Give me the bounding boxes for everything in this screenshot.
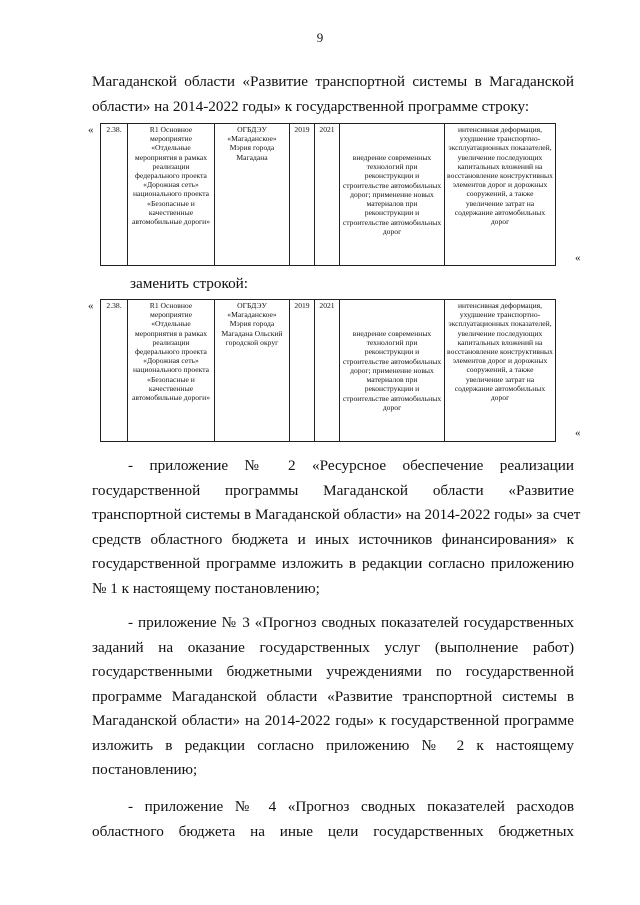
table-new (100, 299, 556, 442)
paragraph-line: государственной программе изложить в редакции согласно приложению (92, 555, 574, 572)
table-cell-num: 2.38. (101, 300, 128, 442)
paragraph-appendix-4 (92, 795, 574, 844)
table-cell-year-end: 2021 (315, 300, 340, 442)
quote-open: « (88, 300, 94, 312)
paragraph-line: - приложение № 2 «Ресурсное обеспечение реализации (128, 457, 574, 474)
replace-label (130, 272, 430, 297)
paragraph-appendix-3 (92, 611, 574, 783)
table-cell-result: внедрение современных технологий при реконструкции и строительстве автомобильных дорог; применение новых материалов при реконструкции и строительстве автомобильных дорог (340, 124, 445, 266)
table-cell-result: внедрение современных технологий при реконструкции и строительстве автомобильных дорог; применение новых материалов при реконструкции и строительстве автомобильных дорог (340, 300, 445, 442)
intro-line: области» на 2014-2022 годы» к государственной программе строку: (92, 97, 530, 115)
paragraph-appendix-2 (92, 454, 581, 601)
replace-label-text: заменить строкой: (130, 275, 249, 292)
paragraph-line: программе Магаданской области «Развитие транспортной системы в (92, 687, 574, 705)
table-cell-year-end: 2021 (315, 124, 340, 266)
paragraph-line: средств областного бюджета и иных источников финансирования» к (92, 530, 574, 548)
paragraph-line: - приложение № 3 «Прогноз сводных показателей государственных (128, 614, 574, 631)
paragraph-line: № 1 к настоящему постановлению; (92, 579, 320, 597)
paragraph-line: изложить в редакции согласно приложению № 2 к настоящему (92, 736, 574, 754)
paragraph-line: транспортной системы в Магаданской области» на 2014-2022 годы» за счет (92, 506, 581, 523)
table-cell-year-start: 2019 (290, 300, 315, 442)
quote-open: « (88, 124, 94, 136)
quote-close: « (575, 252, 581, 264)
table-cell-indicator: интенсивная деформация, ухудшение транспортно-эксплуатационных показателей, увеличение последующих капитальных вложений на восстановление конструктивных элементов дорог и дорожных сооружений, а также увеличение затрат на содержание автомобильных дорог (445, 300, 556, 442)
paragraph-line: - приложение № 4 «Прогноз сводных показателей расходов (128, 798, 574, 815)
quote-close: « (575, 427, 581, 439)
paragraph-line: государственными бюджетными учреждениями по государственной (92, 663, 574, 680)
table-cell-name: R1 Основное мероприятие «Отдельные мероприятия в рамках реализации федерального проекта «Дорожная сеть» национального проекта «Безопасные и качественные автомобильные дороги» (128, 124, 215, 266)
table-cell-indicator: интенсивная деформация, ухудшение транспортно-эксплуатационных показателей, увеличение последующих капитальных вложений на восстановление конструктивных элементов дорог и дорожных сооружений, а также увеличение затрат на содержание автомобильных дорог (445, 124, 556, 266)
intro-line: Магаданской области «Развитие транспортной системы в Магаданской (92, 73, 574, 90)
intro-paragraph (92, 70, 574, 119)
paragraph-line: Магаданской области» на 2014-2022 годы» к государственной программе (92, 712, 574, 729)
table-cell-num: 2.38. (101, 124, 128, 266)
paragraph-line: государственной программы Магаданской области «Развитие (92, 481, 574, 499)
table-cell-name: R1 Основное мероприятие «Отдельные мероприятия в рамках реализации федерального проекта «Дорожная сеть» национального проекта «Безопасные и качественные автомобильные дороги» (128, 300, 215, 442)
paragraph-line: постановлению; (92, 761, 198, 778)
paragraph-line: областного бюджета на иные цели государственных бюджетных (92, 822, 574, 840)
table-cell-year-start: 2019 (290, 124, 315, 266)
paragraph-line: заданий на оказание государственных услуг (выполнение работ) (92, 638, 574, 656)
table-cell-executor: ОГБДЭУ «Магаданское» Мэрия города Магадана (215, 124, 290, 266)
table-old (100, 123, 556, 266)
page-number: 9 (316, 30, 324, 45)
table-cell-executor: ОГБДЭУ «Магаданское» Мэрия города Магадана Ольский городской округ (215, 300, 290, 442)
